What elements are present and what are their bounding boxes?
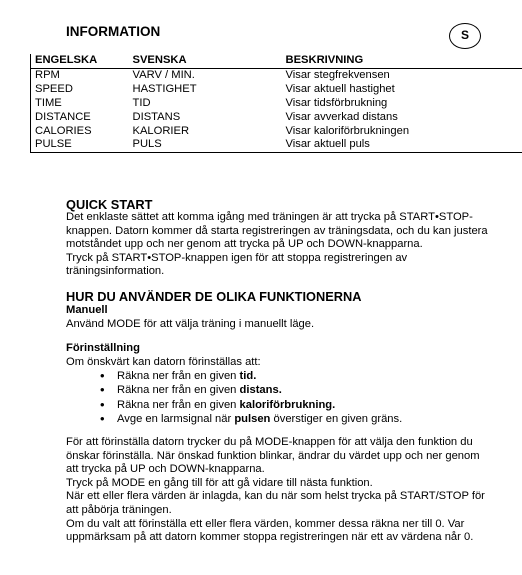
cell-description: Visar tidsförbrukning [285, 96, 388, 109]
text-line: Det enklaste sättet att komma igång med träningen är att trycka på START•STOP- [66, 211, 473, 223]
list-item: • Räkna ner från en given distans. [100, 384, 402, 398]
column-header-swedish: SVENSKA [129, 54, 282, 68]
cell-english: RPM [31, 68, 129, 82]
list-item: • Räkna ner från en given tid. [100, 370, 402, 384]
preset-list [100, 370, 402, 427]
cell-description: Visar kaloriförbrukningen [285, 124, 410, 137]
preset-heading: Förinställning [66, 342, 140, 354]
list-item: • Avge en larmsignal när pulsen överstiger en given gräns. [100, 413, 402, 427]
table-row [31, 97, 522, 111]
cell-description: Visar aktuell puls [282, 138, 522, 152]
cell-english: PULSE [31, 138, 129, 152]
list-item: • Räkna ner från en given kaloriförbrukning. [100, 399, 402, 413]
text-line: Tryck på START•STOP-knappen igen för att stoppa registreringen av [66, 251, 408, 264]
functions-heading: HUR DU ANVÄNDER DE OLIKA FUNKTIONERNA [66, 289, 362, 304]
cell-swedish: PULS [129, 138, 282, 152]
text-line: uppmärksam på att datorn kommer stoppa registreringen när ett av värdena når 0. [66, 531, 474, 544]
cell-english: TIME [31, 97, 129, 111]
language-badge: S [449, 23, 481, 49]
quick-start-heading: QUICK START [66, 197, 153, 212]
page-title: INFORMATION [66, 24, 161, 39]
text-line: att trycka på UP och DOWN-knapparna. [66, 463, 265, 476]
cell-swedish: KALORIER [132, 124, 190, 137]
table-row [31, 138, 522, 152]
cell-english: CALORIES [31, 125, 129, 139]
cell-description: Visar aktuell hastighet [285, 82, 395, 95]
column-header-description: BESKRIVNING [282, 54, 522, 68]
cell-english: SPEED [31, 83, 129, 97]
manual-heading: Manuell [66, 304, 108, 316]
text-line: träningsinformation. [66, 265, 165, 278]
quick-start-text [66, 211, 506, 279]
information-table [30, 54, 522, 153]
text-line: motståndet upp och ner genom att trycka på UP och DOWN-knapparna. [66, 238, 423, 251]
text-line: För att förinställa datorn trycker du på MODE-knappen för att välja den funktion du [66, 436, 473, 448]
cell-swedish: HASTIGHET [132, 82, 197, 95]
table-header-row [31, 54, 522, 68]
preset-intro: Om önskvärt kan datorn förinställas att: [66, 356, 261, 368]
cell-description: Visar stegfrekvensen [285, 68, 390, 81]
text-line: att påbörja träningen. [66, 503, 172, 516]
manual-text: Använd MODE för att välja träning i manuellt läge. [66, 318, 315, 330]
text-line: önskar förinställa. När önskad funktion blinkar, ändrar du värdet upp och ner genom [66, 449, 480, 462]
text-line: När ett eller flera värden är inlagda, kan du när som helst trycka på START/STOP för [66, 490, 485, 503]
table-row [31, 83, 522, 97]
column-header-english: ENGELSKA [31, 54, 129, 68]
text-line: Om du valt att förinställa ett eller flera värden, kommer dessa räkna ner till 0. Var [66, 517, 465, 530]
cell-swedish: DISTANS [132, 110, 181, 123]
cell-swedish: VARV / MIN. [132, 68, 195, 81]
table-row [31, 68, 522, 82]
table-row [31, 111, 522, 125]
table-row [31, 125, 522, 139]
cell-swedish: TID [132, 96, 151, 109]
cell-english: DISTANCE [31, 111, 129, 125]
cell-description: Visar avverkad distans [285, 110, 398, 123]
preset-instructions [66, 436, 506, 545]
text-line: Tryck på MODE en gång till för att gå vidare till nästa funktion. [66, 476, 373, 489]
text-line: knappen. Datorn kommer då starta registreringen av träningsdata, och du kan justera [66, 224, 488, 237]
